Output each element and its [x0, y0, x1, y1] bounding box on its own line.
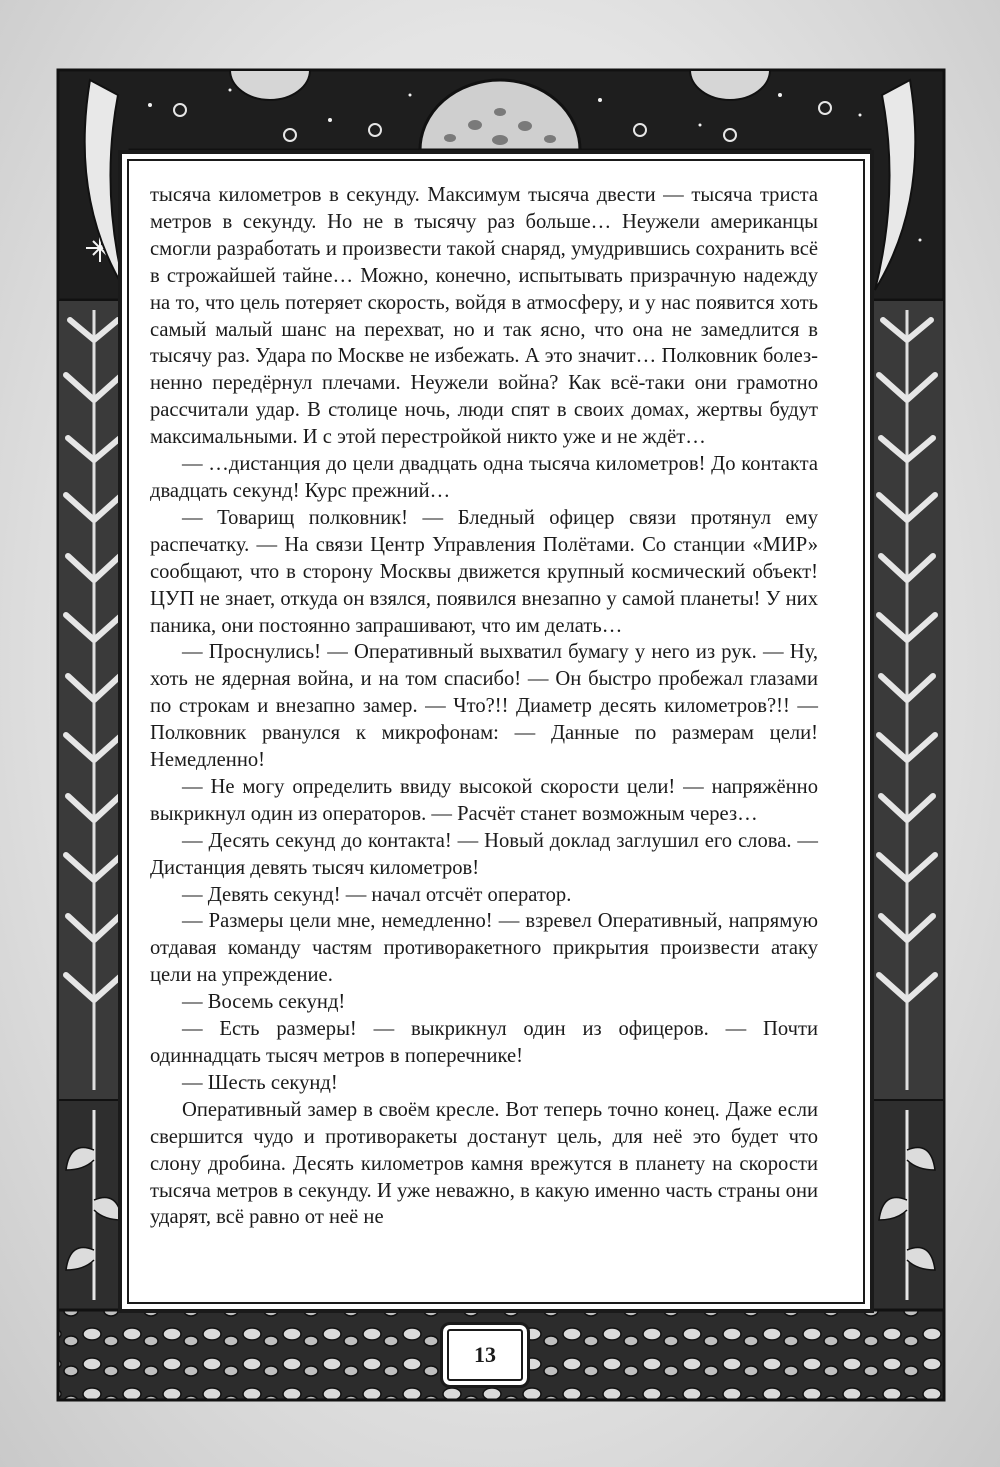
paragraph: — Девять секунд! — начал отсчёт оператор.: [182, 883, 572, 906]
right-fern-column: [870, 300, 944, 1100]
paragraph: — Проснулись! — Оперативный выхватил бумагу у него из рук. — Ну, хоть не ядерная война, и на том спасибо! — Он быстро пробежал глазами по строкам и внезапно замер. — Что?!! Диаметр десять километров?!! — Полковник рванулся к микрофонам: — Данные по размерам цели! Немедленно!: [150, 641, 818, 772]
paragraph: — Товарищ полковник! — Бледный офицер связи протянул ему распечатку. — На связи Центр Управления Полётами. Со станции «МИР» сообщают, что в сторону Москвы движется крупный космический объект! ЦУП не знает, откуда он взялся, появился внезапно у самой планеты! У них паника, они постоянно запрашивают, что им делать…: [150, 506, 818, 637]
paragraph: — …дистанция до цели двадцать одна тысяча километров! До контакта двадцать секунд! Курс прежний…: [150, 453, 818, 502]
paragraph: — Десять секунд до контакта! — Новый доклад заглушил его слова. — Дистанция девять тысяч километров!: [150, 829, 818, 879]
page-number: [440, 1322, 530, 1388]
paragraph: Оперативный замер в своём кресле. Вот теперь точно конец. Даже если свершится чудо и противоракеты достанут цель, для неё это будет что слону дробина. Десять километров камня врежутся в планету на скорости тысяча метров в секунду. И уже неважно, в какую именно часть страны они ударят, всё равно от неё не: [150, 1098, 818, 1229]
paragraph: — Восемь секунд!: [182, 991, 346, 1014]
lower-right-leaves: [870, 1100, 944, 1310]
paragraph: — Не могу определить ввиду высокой скорости цели! — напряжённо выкрикнул один из операторов. — Расчёт станет возможным через…: [150, 775, 818, 825]
paragraph: — Шесть секунд!: [182, 1071, 338, 1094]
paragraph: — Размеры цели мне, немедленно! — взревел Оперативный, напрямую отдавая команду частям противоракетного прикрытия произвести атаку цели на упреждение.: [150, 910, 818, 987]
paragraph: тысяча километров в секунду. Максимум тысяча двести — тысяча триста метров в секунду. Но не в тысячу раз больше… Неужели американцы смогли разработать и произвести такой снаряд, умудрившись сохранить всё в строжайшей тайне… Можно, конечно, испытывать призрачную надежду на то, что цель потеряет скорость, войдя в атмосферу, и у нас появится хоть самый малый шанс на перехват, но и так ясно, что она не замедлится в тысячу раз. Удара по Москве не избежать. А это значит… Полковник болезненно передёрнул плечами. Неужели война? Как всё-таки они грамотно рассчитали удар. В столице ночь, люди спят в своих домах, жертвы будут максимальными. И с этой перестройкой никто уже и не ждёт…: [150, 184, 818, 449]
page-number-label: 13: [474, 1342, 496, 1367]
body-text: [150, 182, 818, 1231]
paragraph: — Есть размеры! — выкрикнул один из офицеров. — Почти одиннадцать тысяч метров в поперечнике!: [150, 1018, 818, 1067]
